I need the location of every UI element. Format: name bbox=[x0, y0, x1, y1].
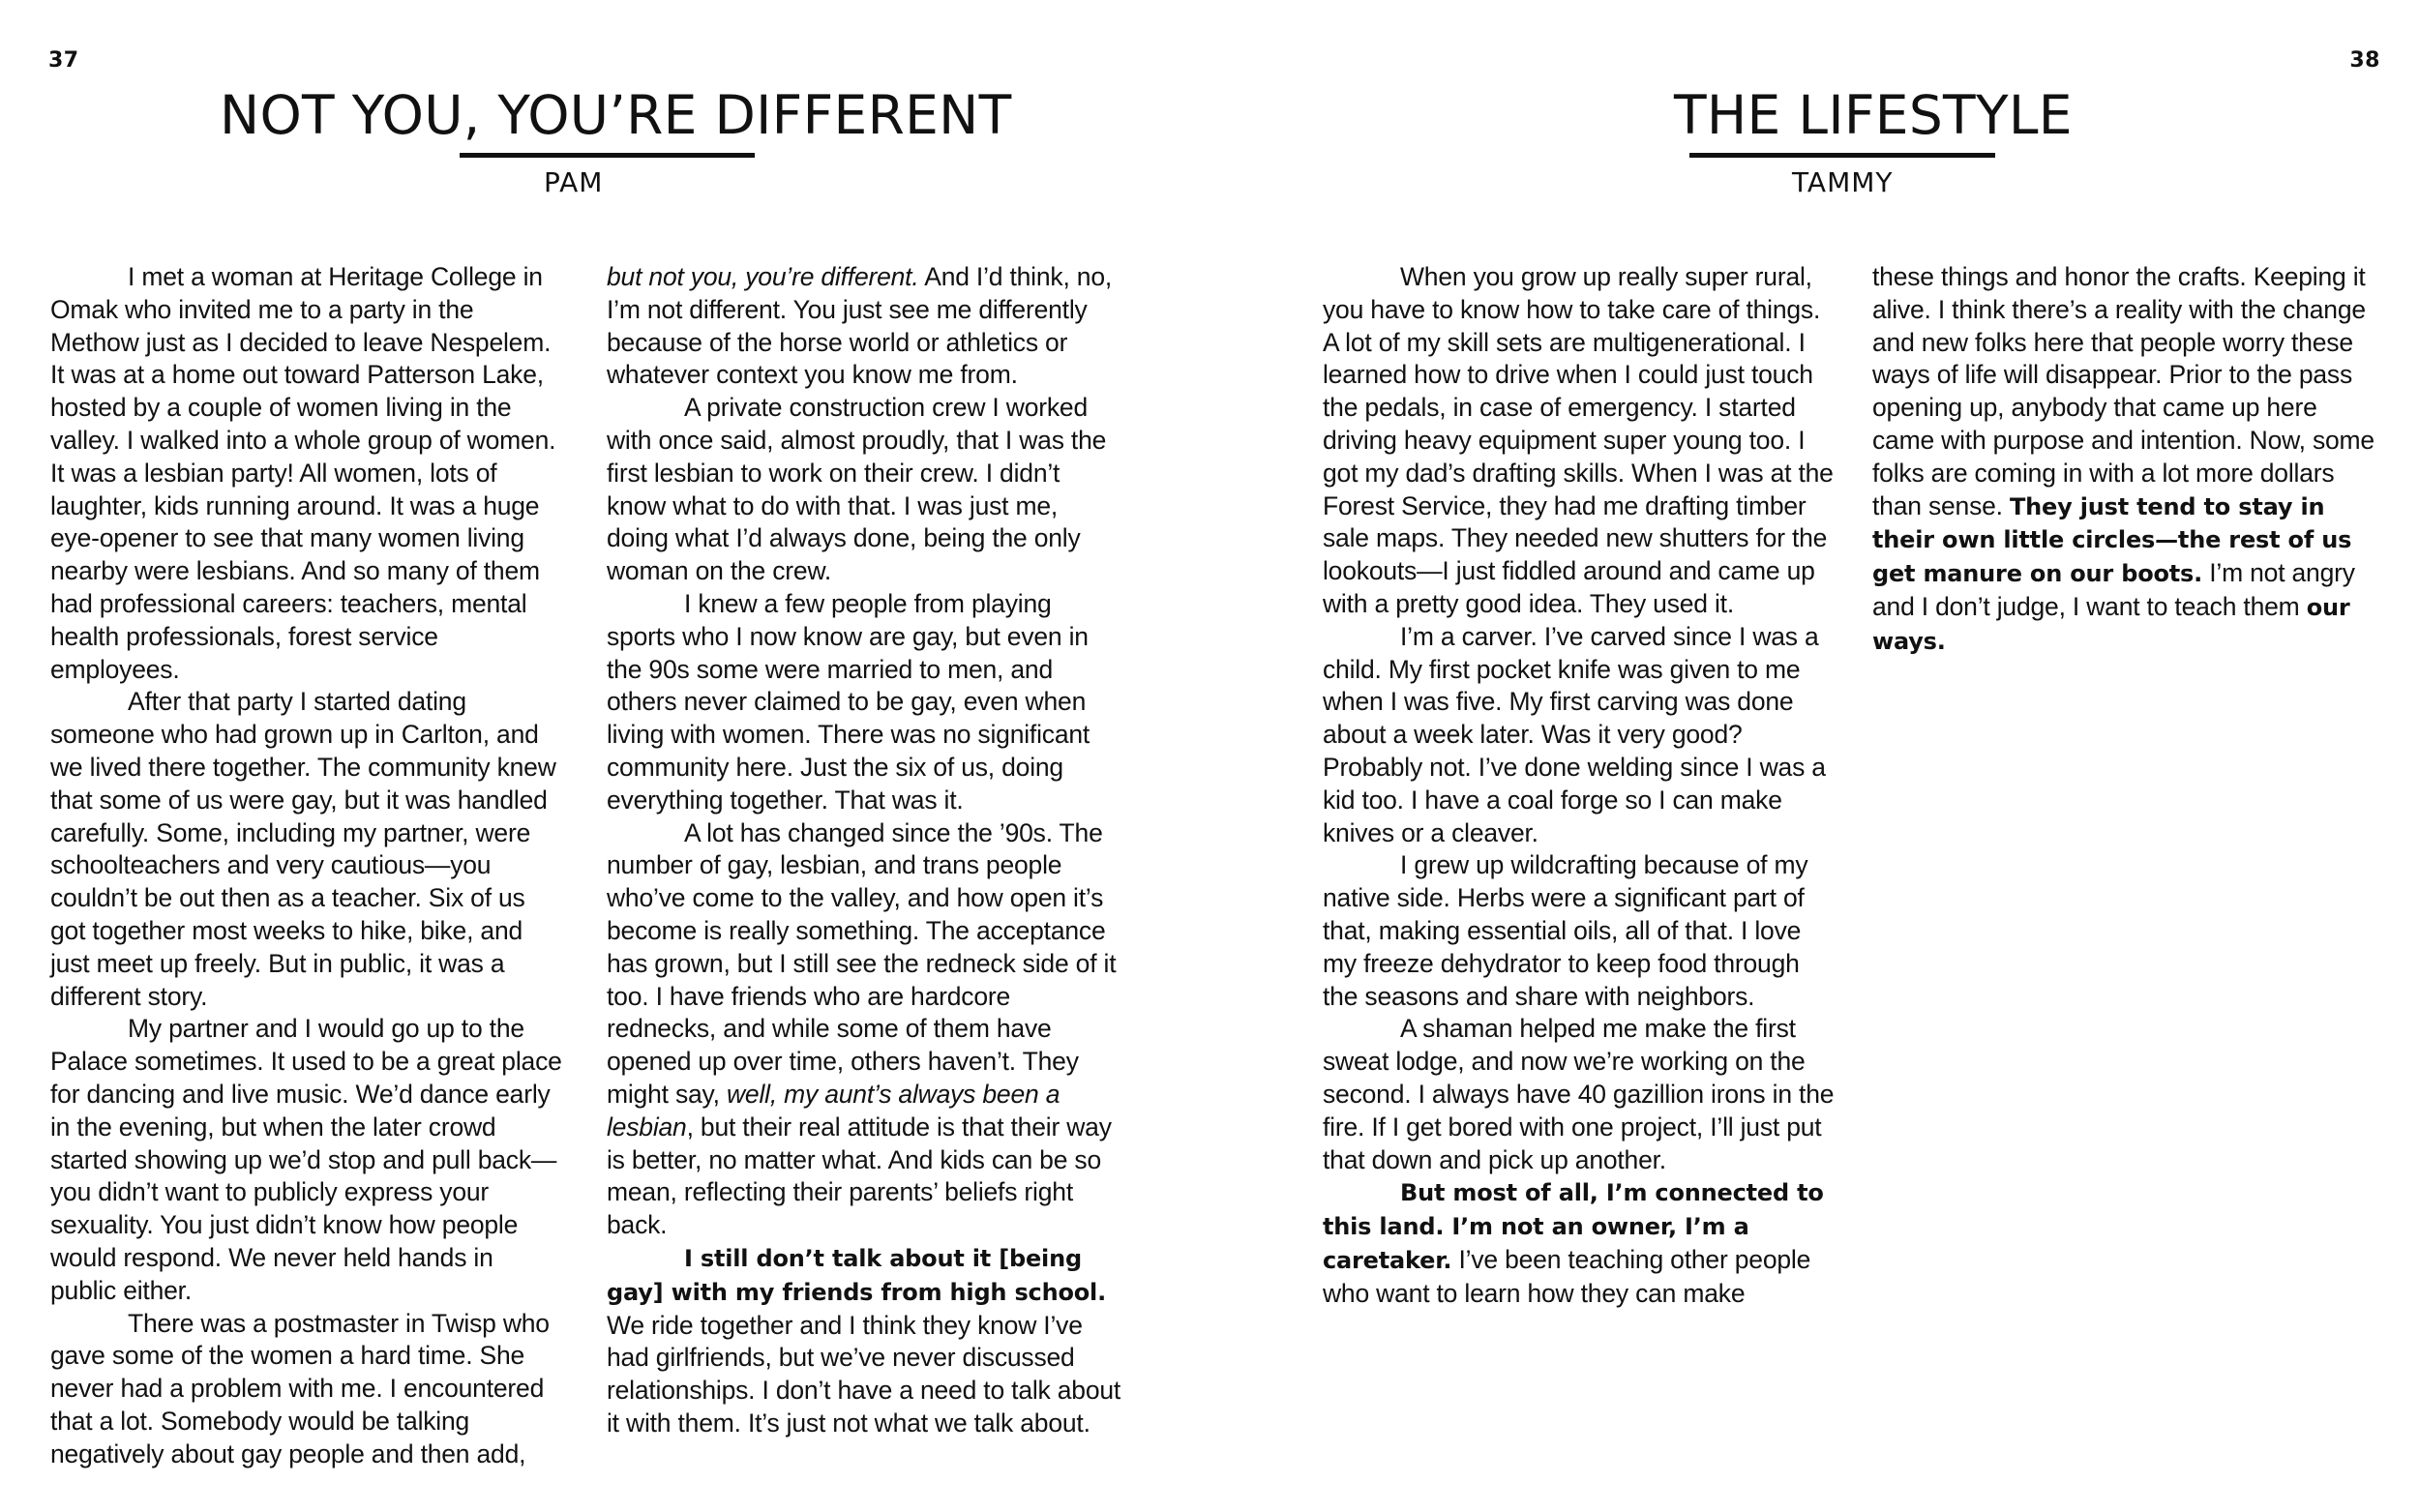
article-title-right: THE LIFESTYLE bbox=[1674, 84, 2073, 146]
page-number-left: 37 bbox=[48, 48, 79, 73]
text-run: I’ve been teaching other people who want to learn how they can make bbox=[1323, 1244, 1811, 1308]
article-title-left: NOT YOU, YOU’RE DIFFERENT bbox=[220, 84, 1012, 146]
paragraph: My partner and I would go up to the Palace sometimes. It used to be a great place for dancing and live music. We’d dance early in the evening, but when the later crowd started showing up we’d stop and pull back—you didn’t want to publicly express your sexuality. You just didn’t know how people would respond. We never held hands in public either. bbox=[50, 1014, 562, 1305]
paragraph: I’m a carver. I’ve carved since I was a child. My first pocket knife was given to me when I was five. My first carving was done about a week later. Was it very good? Probably not. I’ve done welding since I was a kid too. I have a coal forge so I can make knives or a cleaver. bbox=[1323, 621, 1826, 847]
text-column-1 bbox=[50, 261, 563, 1470]
paragraph bbox=[1872, 261, 2375, 659]
text-run: I’m not angry and I don’t judge, I want to teach them bbox=[1872, 558, 2355, 621]
text-column-4 bbox=[1872, 261, 2375, 659]
text-run: A lot has changed since the ’90s. The number of gay, lesbian, and trans people who’ve come to the valley, and how open it’s become is really something. The acceptance has grown, but I still see the redneck side of it too. I have friends who are hardcore rednecks, and while some of them have opened up over time, others haven’t. They might say, bbox=[607, 817, 1117, 1109]
italic-quote: well, my aunt’s always been a lesbian bbox=[607, 1079, 1060, 1141]
pull-quote-bold: But most of all, I’m connected to this land. I’m not an owner, I’m a caretaker. bbox=[1323, 1179, 1824, 1274]
text-column-2 bbox=[607, 261, 1124, 1440]
paragraph bbox=[607, 1242, 1124, 1440]
text-column-3 bbox=[1323, 261, 1836, 1311]
paragraph: A private construction crew I worked with once said, almost proudly, that I was the first lesbian to work on their crew. I didn’t know what to do with that. I was just me, doing what I’d always done, being the only woman on the crew. bbox=[607, 393, 1107, 586]
pull-quote-bold: They just tend to stay in their own little circles—the rest of us get manure on our boots. bbox=[1872, 492, 2352, 588]
page-number-right: 38 bbox=[2349, 48, 2380, 73]
byline-left: PAM bbox=[544, 166, 604, 198]
title-underline-left bbox=[460, 153, 755, 158]
paragraph: I met a woman at Heritage College in Omak who invited me to a party in the Methow just as I decided to leave Nespelem. It was at a home out toward Patterson Lake, hosted by a couple of women living in the valley. I walked into a whole group of women. It was a lesbian party! All women, lots of laughter, kids running around. It was a huge eye-opener to see that many women living nearby were lesbians. And so many of them had professional careers: teachers, mental health professionals, forest service employees. bbox=[50, 262, 556, 684]
paragraph: When you grow up really super rural, you have to know how to take care of things. A lot of my skill sets are multigenerational. I learned how to drive when I could just touch the pedals, in case of emergency. I started driving heavy equipment super young too. I got my dad’s drafting skills. When I was at the Forest Service, they had me drafting timber sale maps. They needed new shutters for the lookouts—I just fiddled around and came up with a pretty good idea. They used it. bbox=[1323, 262, 1834, 618]
pull-quote-bold: I still don’t talk about it [being gay] with my friends from high school. bbox=[607, 1244, 1106, 1306]
byline-right: TAMMY bbox=[1792, 166, 1894, 198]
text-run: , but their real attitude is that their way is better, no matter what. And kids can be so mean, reflecting their parents’ beliefs right back. bbox=[607, 1112, 1112, 1240]
paragraph: I grew up wildcrafting because of my native side. Herbs were a significant part of that, making essential oils, all of that. I love my freeze dehydrator to keep food through the seasons and share with neighbors. bbox=[1323, 850, 1808, 1011]
paragraph bbox=[607, 817, 1124, 1242]
text-run: We ride together and I think they know I’ve had girlfriends, but we’ve never discussed relationships. I don’t have a need to talk about it with them. It’s just not what we talk about. bbox=[607, 1310, 1121, 1438]
text-run: And I’d think, no, I’m not different. You just see me differently because of the horse world or athletics or whatever context you know me from. bbox=[607, 262, 1113, 390]
paragraph: There was a postmaster in Twisp who gave some of the women a hard time. She never had a problem with me. I encountered that a lot. Somebody would be talking negatively about gay people and then add, bbox=[50, 1308, 550, 1468]
paragraph: I knew a few people from playing sports who I now know are gay, but even in the 90s some were married to men, and others never claimed to be gay, even when living with women. There was no significant community here. Just the six of us, doing everything together. That was it. bbox=[607, 588, 1090, 815]
text-run: these things and honor the crafts. Keeping it alive. I think there’s a reality with the change and new folks here that people worry these ways of life will disappear. Prior to the pass opening up, anybody that came up here came with purpose and intention. Now, some folks are coming in with a lot more dollars than sense. bbox=[1872, 262, 2374, 520]
paragraph bbox=[607, 261, 1124, 392]
paragraph bbox=[1323, 1176, 1836, 1310]
paragraph: After that party I started dating someone who had grown up in Carlton, and we lived there together. The community knew that some of us were gay, but it was handled carefully. Some, including my partner, were schoolteachers and very cautious—you couldn’t be out then as a teacher. Six of us got together most weeks to hike, bike, and just meet up freely. But in public, it was a different story. bbox=[50, 687, 556, 1011]
paragraph: A shaman helped me make the first sweat lodge, and now we’re working on the second. I always have 40 gazillion irons in the fire. If I get bored with one project, I’ll just put that down and pick up another. bbox=[1323, 1014, 1835, 1174]
title-underline-right bbox=[1689, 153, 1995, 158]
italic-quote: but not you, you’re different. bbox=[607, 262, 919, 291]
pull-quote-bold: our ways. bbox=[1872, 593, 2350, 655]
